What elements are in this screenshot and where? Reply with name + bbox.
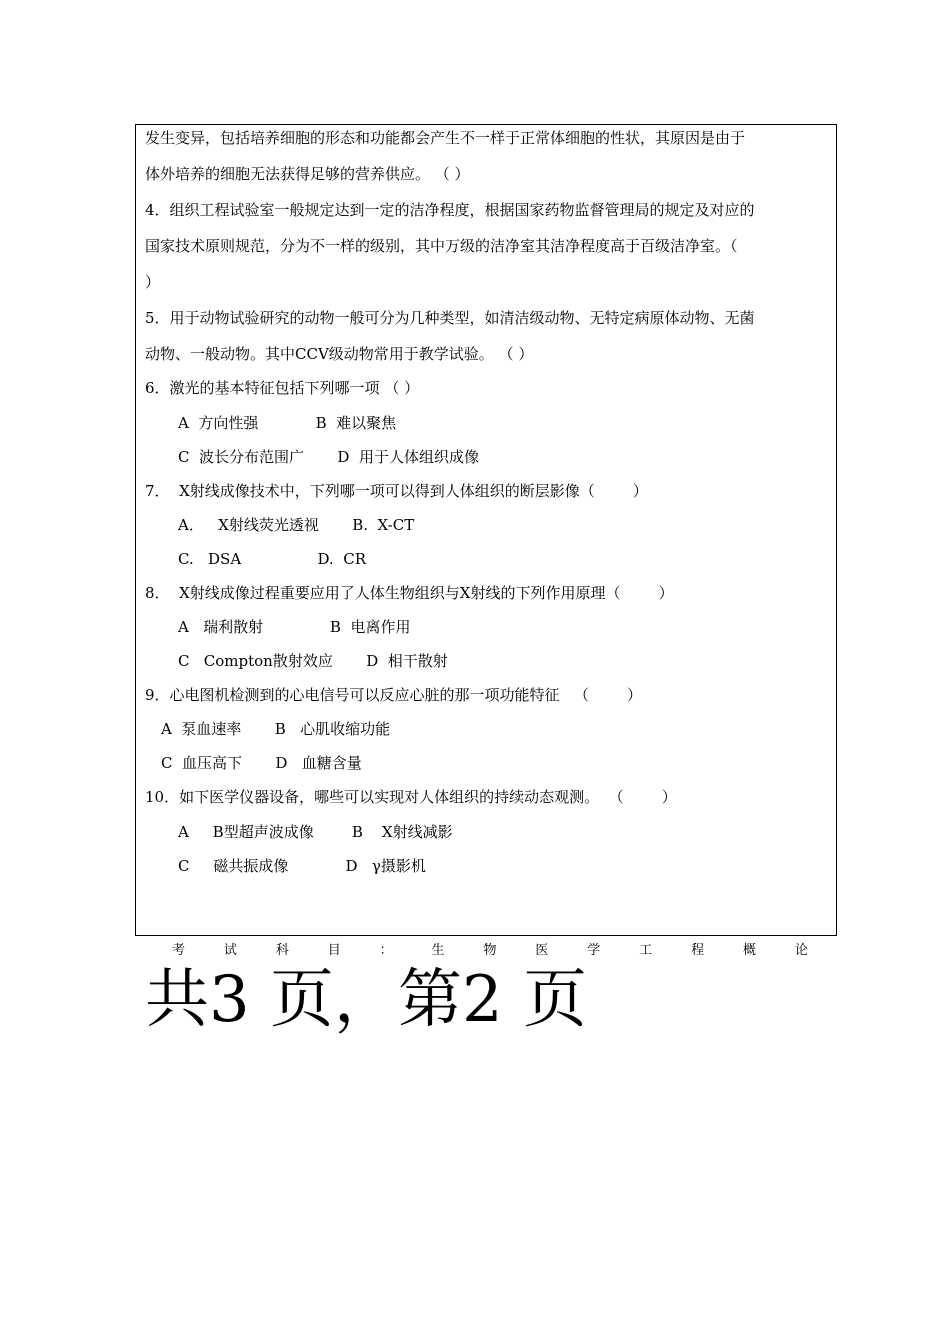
question-3-line-2: 体外培养的细胞无法获得足够的营养供应。 （ ）	[145, 165, 470, 183]
question-10-options-row-1: A B型超声波成像 B X射线减影	[178, 823, 453, 841]
footer-subject-char: ：	[379, 943, 393, 958]
question-6-stem: 6．激光的基本特征包括下列哪一项 （ ）	[145, 379, 420, 397]
question-7-stem: 7． X射线成像技术中，下列哪一项可以得到人体组织的断层影像（ ）	[145, 482, 648, 500]
footer-subject-char: 论	[794, 943, 808, 958]
footer-subject-char: 目	[327, 943, 341, 958]
question-7-options-row-1: A． X射线荧光透视 B. X-CT	[178, 516, 415, 534]
question-7-options-row-2: C. DSA D. CR	[178, 550, 367, 568]
question-5-line-2: 动物、一般动物。其中CCV级动物常用于教学试验。 （ ）	[145, 345, 534, 363]
footer-subject-char: 生	[431, 943, 445, 958]
question-5-line-1: 5．用于动物试验研究的动物一般可分为几种类型，如清洁级动物、无特定病原体动物、无菌	[145, 309, 755, 327]
footer-subject-char: 学	[587, 943, 601, 958]
footer-subject	[172, 941, 808, 961]
question-8-options-row-1: A 瑞利散射 B 电离作用	[178, 618, 411, 636]
footer-subject-char: 概	[742, 943, 756, 958]
footer-subject-char: 考	[172, 943, 186, 958]
question-6-options-row-2: C 波长分布范围广 D 用于人体组织成像	[178, 448, 479, 466]
footer-subject-char: 工	[639, 943, 653, 958]
footer-subject-char: 物	[483, 943, 497, 958]
question-4-line-1: 4．组织工程试验室一般规定达到一定的洁净程度，根据国家药物监督管理局的规定及对应的	[145, 201, 755, 219]
footer-subject-char: 科	[275, 943, 289, 958]
question-8-stem: 8． X射线成像过程重要应用了人体生物组织与X射线的下列作用原理（ ）	[145, 584, 674, 602]
question-10-options-row-2: C 磁共振成像 D γ摄影机	[178, 857, 426, 875]
question-4-line-2: 国家技术原则规范，分为不一样的级别，其中万级的洁净室其洁净程度高于百级洁净室。（	[145, 237, 738, 255]
question-10-stem: 10．如下医学仪器设备，哪些可以实现对人体组织的持续动态观测。 （ ）	[145, 788, 677, 806]
question-3-line-1: 发生变异，包括培养细胞的形态和功能都会产生不一样于正常体细胞的性状，其原因是由于	[145, 129, 746, 147]
page-number: 共3 页，第2 页	[145, 963, 588, 1037]
question-9-options-row-2: C 血压高下 D 血糖含量	[161, 754, 362, 772]
footer-subject-char: 医	[535, 943, 549, 958]
question-4-line-3: ）	[145, 273, 161, 291]
question-8-options-row-2: C Compton散射效应 D 相干散射	[178, 652, 448, 670]
question-9-options-row-1: A 泵血速率 B 心肌收缩功能	[161, 720, 391, 738]
footer-subject-char: 试	[223, 943, 237, 958]
question-6-options-row-1: A 方向性强 B 难以聚焦	[178, 414, 397, 432]
footer-subject-char: 程	[691, 943, 705, 958]
question-9-stem: 9．心电图机检测到的心电信号可以反应心脏的那一项功能特征 （ ）	[145, 686, 642, 704]
